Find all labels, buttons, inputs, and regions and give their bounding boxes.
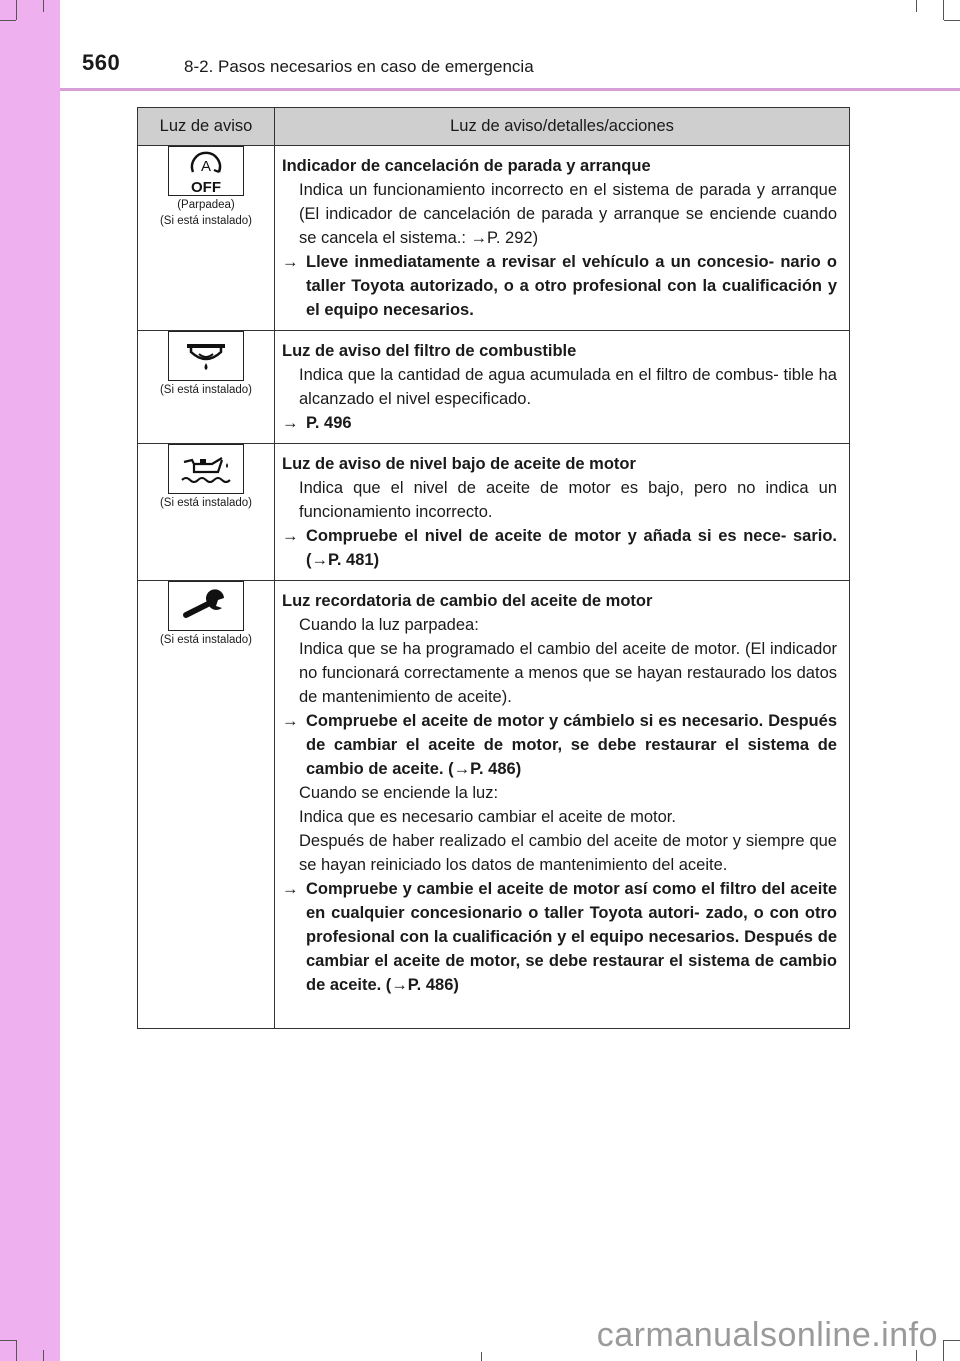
column-header-icon: Luz de aviso xyxy=(138,108,275,146)
icon-cell xyxy=(138,146,275,331)
crop-mark xyxy=(943,1340,944,1361)
crop-mark xyxy=(43,1350,44,1361)
crop-mark xyxy=(16,1340,17,1361)
light-description: Indica un funcionamiento incorrecto en el sistema de parada y arranque (El indicador de cancelación de parada y arranque se enciende cuando se cancela el sistema.: →P. 292) xyxy=(299,181,837,247)
action-step: → Compruebe y cambie el aceite de motor así como el filtro del aceite en cualquier concesionario o taller Toyota autori- zado, o con otro profesional con la cualificación y el equipo necesarios. Después de cambiar el aceite de motor, se debe restaurar el sistema de cambio de aceite. (→P. 486) xyxy=(282,877,837,997)
icon-note-optional: (Si está instalado) xyxy=(159,215,253,227)
fuel-filter-icon xyxy=(168,331,244,381)
arrow-icon: → xyxy=(282,253,299,271)
light-description: Después de haber realizado el cambio del aceite de motor y siempre que se hayan reiniciado los datos de mantenimiento del aceite. xyxy=(299,832,837,874)
icon-note-optional: (Si está instalado) xyxy=(159,384,253,396)
icon-cell xyxy=(138,444,275,581)
table-header-row xyxy=(138,108,850,146)
crop-mark xyxy=(0,1340,16,1341)
light-title: Luz de aviso del filtro de combustible xyxy=(282,342,577,360)
description-cell xyxy=(275,331,850,444)
description-cell xyxy=(275,146,850,331)
arrow-icon: → xyxy=(282,880,299,898)
arrow-icon: → xyxy=(282,527,299,545)
svg-text:A: A xyxy=(200,158,212,175)
table-row xyxy=(138,581,850,1029)
light-description: Indica que se ha programado el cambio del aceite de motor. (El indicador no funcionará correctamente a menos que se hayan restaurado los datos de mantenimiento de aceite). xyxy=(299,640,837,706)
stop-start-off-icon xyxy=(168,146,244,196)
light-description: Indica que es necesario cambiar el aceite de motor. xyxy=(299,808,676,826)
light-title: Luz recordatoria de cambio del aceite de motor xyxy=(282,592,653,610)
description-cell xyxy=(275,581,850,1029)
light-title: Indicador de cancelación de parada y arranque xyxy=(282,157,651,175)
description-cell xyxy=(275,444,850,581)
watermark: carmanualsonline.info xyxy=(596,1316,938,1354)
icon-note-optional: (Si está instalado) xyxy=(159,634,253,646)
table-row xyxy=(138,146,850,331)
light-condition: Cuando se enciende la luz: xyxy=(299,784,499,802)
crop-mark xyxy=(944,1340,960,1341)
arrow-icon: → xyxy=(282,414,299,432)
crop-mark xyxy=(43,0,44,12)
action-step: → Compruebe el nivel de aceite de motor y añada si es nece- sario. (→P. 481) xyxy=(282,524,837,572)
header-rule xyxy=(60,88,960,91)
action-step: → P. 496 xyxy=(282,411,837,435)
crop-mark xyxy=(16,0,17,20)
light-condition: Cuando la luz parpadea: xyxy=(299,616,479,634)
table-row xyxy=(138,444,850,581)
icon-cell xyxy=(138,581,275,1029)
crop-mark xyxy=(943,0,944,20)
column-header-details: Luz de aviso/detalles/acciones xyxy=(275,108,850,146)
light-description: Indica que el nivel de aceite de motor es bajo, pero no indica un funcionamiento incorrecto. xyxy=(299,479,837,521)
svg-text:OFF: OFF xyxy=(191,179,221,194)
icon-cell xyxy=(138,331,275,444)
crop-mark xyxy=(944,20,960,21)
action-step: → Lleve inmediatamente a revisar el vehículo a un concesio- nario o taller Toyota autorizado, o a otro profesional con la cualificación y el equipo necesarios. xyxy=(282,250,837,322)
arrow-icon: → xyxy=(282,712,299,730)
side-strip xyxy=(0,0,60,1361)
crop-mark xyxy=(481,1352,482,1361)
crop-mark xyxy=(916,0,917,12)
page-number: 560 xyxy=(82,50,121,75)
warning-lights-table xyxy=(137,107,850,1029)
section-title: 8-2. Pasos necesarios en caso de emergencia xyxy=(184,57,534,76)
icon-note-optional: (Si está instalado) xyxy=(159,497,253,509)
light-description: Indica que la cantidad de agua acumulada en el filtro de combus- tible ha alcanzado el nivel especificado. xyxy=(299,366,837,408)
crop-mark xyxy=(0,20,16,21)
action-step: → Compruebe el aceite de motor y cámbielo si es necesario. Después de cambiar el aceite de motor, se debe restaurar el sistema de cambio de aceite. (→P. 486) xyxy=(282,709,837,781)
light-title: Luz de aviso de nivel bajo de aceite de motor xyxy=(282,455,636,473)
oil-level-icon xyxy=(168,444,244,494)
icon-note-blink: (Parpadea) xyxy=(177,199,235,211)
wrench-icon xyxy=(168,581,244,631)
table-row xyxy=(138,331,850,444)
